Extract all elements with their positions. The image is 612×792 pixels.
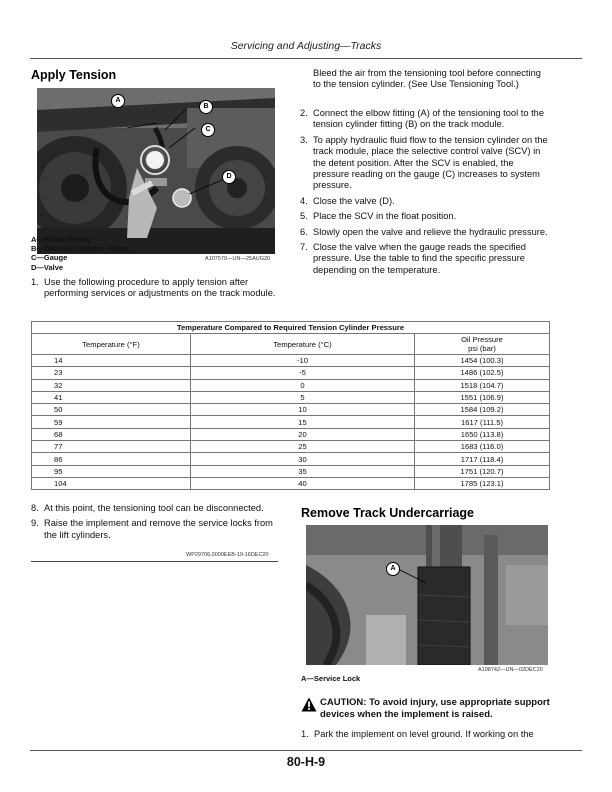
callout-d: D [222, 170, 236, 184]
figure-id-tension: A107570—UN—25AUG20 [205, 256, 271, 262]
table-cell: -10 [191, 355, 415, 367]
tensioning-tool-illustration [37, 88, 275, 254]
list-item: 5. Place the SCV in the float position. [300, 211, 457, 222]
table-cell: 25 [191, 441, 415, 453]
table-cell: 41 [32, 391, 191, 403]
pressure-table [31, 321, 550, 490]
table-cell: 77 [32, 441, 191, 453]
table-cell: 40 [191, 477, 415, 489]
table-cell: 86 [32, 453, 191, 465]
legend-item: D—Valve [31, 262, 64, 272]
legend-item: C—Gauge [31, 253, 68, 263]
apply-tension-heading: Apply Tension [31, 68, 117, 82]
list-item: 9. Raise the implement and remove the service locks from the lift cylinders. [31, 518, 273, 540]
table-row [32, 477, 550, 489]
list-item: 4. Close the valve (D). [300, 195, 395, 206]
legend-item: B—Tension Cylinder Fitting [31, 244, 130, 254]
table-row [32, 355, 550, 367]
list-item: 7. Close the valve when the gauge reads the specified pressure. Use the table to find the specific pressure depending on the temperature. [300, 242, 526, 275]
table-cell: 1717 (118.4) [415, 453, 550, 465]
table-cell: 35 [191, 465, 415, 477]
figure-id-service-lock: A108742—UN—02DEC20 [478, 667, 543, 673]
service-lock-illustration [306, 525, 548, 665]
table-cell: 1785 (123.1) [415, 477, 550, 489]
step-list-right [300, 108, 550, 280]
table-body [32, 355, 550, 490]
table-cell: 32 [32, 379, 191, 391]
legend-item: A—Elbow Fitting [31, 235, 91, 244]
table-cell: 1518 (104.7) [415, 379, 550, 391]
table-cell: 0 [191, 379, 415, 391]
table-cell: 1584 (109.2) [415, 404, 550, 416]
table-row [32, 428, 550, 440]
reference-code: WP29706,0000EEB-19-16DEC20 [186, 552, 269, 558]
table-cell: 95 [32, 465, 191, 477]
table-cell: 1486 (102.5) [415, 367, 550, 379]
table-cell: 59 [32, 416, 191, 428]
list-item: 8. At this point, the tensioning tool can be disconnected. [31, 503, 264, 513]
step-list-after-table [31, 503, 281, 545]
table-cell: 14 [32, 355, 191, 367]
col-header-celsius: Temperature (°C) [191, 334, 415, 355]
caution-text: CAUTION: To avoid injury, use appropriate support devices when the implement is raised. [320, 697, 550, 720]
table-cell: -5 [191, 367, 415, 379]
table-cell: 23 [32, 367, 191, 379]
page-number: 80-H-9 [286, 755, 326, 769]
table-cell: 104 [32, 477, 191, 489]
table-cell: 15 [191, 416, 415, 428]
list-item: 1. Use the following procedure to apply tension after performing services or adjustments on the track module. [31, 277, 276, 299]
callout-b: B [199, 100, 213, 114]
tension-legend [31, 235, 181, 272]
col-header-pressure: Oil Pressure psi (bar) [415, 334, 550, 355]
table-cell: 20 [191, 428, 415, 440]
table-row [32, 404, 550, 416]
remove-track-heading: Remove Track Undercarriage [301, 506, 475, 520]
service-lock-photo [306, 525, 548, 665]
header-rule [30, 58, 582, 59]
table-row [32, 367, 550, 379]
table-cell: 30 [191, 453, 415, 465]
caution-block [301, 697, 551, 720]
callout-a: A [111, 94, 125, 108]
list-item: 3. To apply hydraulic fluid flow to the tension cylinder on the track module, place the selective control valve (SCV) in the detent position. After the SCV is enabled, the pressure reading on the gauge (C) increases to system pressure. [300, 134, 548, 191]
table-row [32, 441, 550, 453]
table-caption: Temperature Compared to Required Tension Cylinder Pressure [32, 322, 550, 334]
table-row [32, 379, 550, 391]
table-cell: 1551 (106.9) [415, 391, 550, 403]
table-cell: 1751 (120.7) [415, 465, 550, 477]
table-row [32, 465, 550, 477]
table-cell: 50 [32, 404, 191, 416]
callout-c: C [201, 123, 215, 137]
table-row [32, 391, 550, 403]
table-cell: 1617 (111.5) [415, 416, 550, 428]
table-cell: 1683 (116.0) [415, 441, 550, 453]
table-cell: 1650 (113.8) [415, 428, 550, 440]
tensioning-tool-photo [37, 88, 275, 254]
table-cell: 68 [32, 428, 191, 440]
list-item: 1. Park the implement on level ground. If working on the [301, 729, 534, 739]
table-cell: 5 [191, 391, 415, 403]
service-lock-legend: A—Service Lock [301, 674, 361, 683]
col-header-fahrenheit: Temperature (°F) [32, 334, 191, 355]
warning-icon [301, 697, 317, 712]
list-item: 2. Connect the elbow fitting (A) of the tensioning tool to the tension cylinder fitting (B) on the track module. [300, 108, 545, 130]
section-end-rule [31, 561, 278, 562]
step1-continuation: Bleed the air from the tensioning tool before connecting to the tension cylinder. (See Use Tensioning Tool.) [313, 68, 541, 90]
table-cell: 10 [191, 404, 415, 416]
table-cell: 1454 (100.3) [415, 355, 550, 367]
step-list-left [31, 277, 277, 304]
footer-rule [30, 750, 582, 751]
table-row [32, 416, 550, 428]
list-item: 6. Slowly open the valve and relieve the hydraulic pressure. [300, 226, 548, 237]
callout-service-lock: A [386, 562, 400, 576]
page-header: Servicing and Adjusting—Tracks [230, 40, 382, 52]
step-list-remove [301, 729, 551, 744]
table-row [32, 453, 550, 465]
